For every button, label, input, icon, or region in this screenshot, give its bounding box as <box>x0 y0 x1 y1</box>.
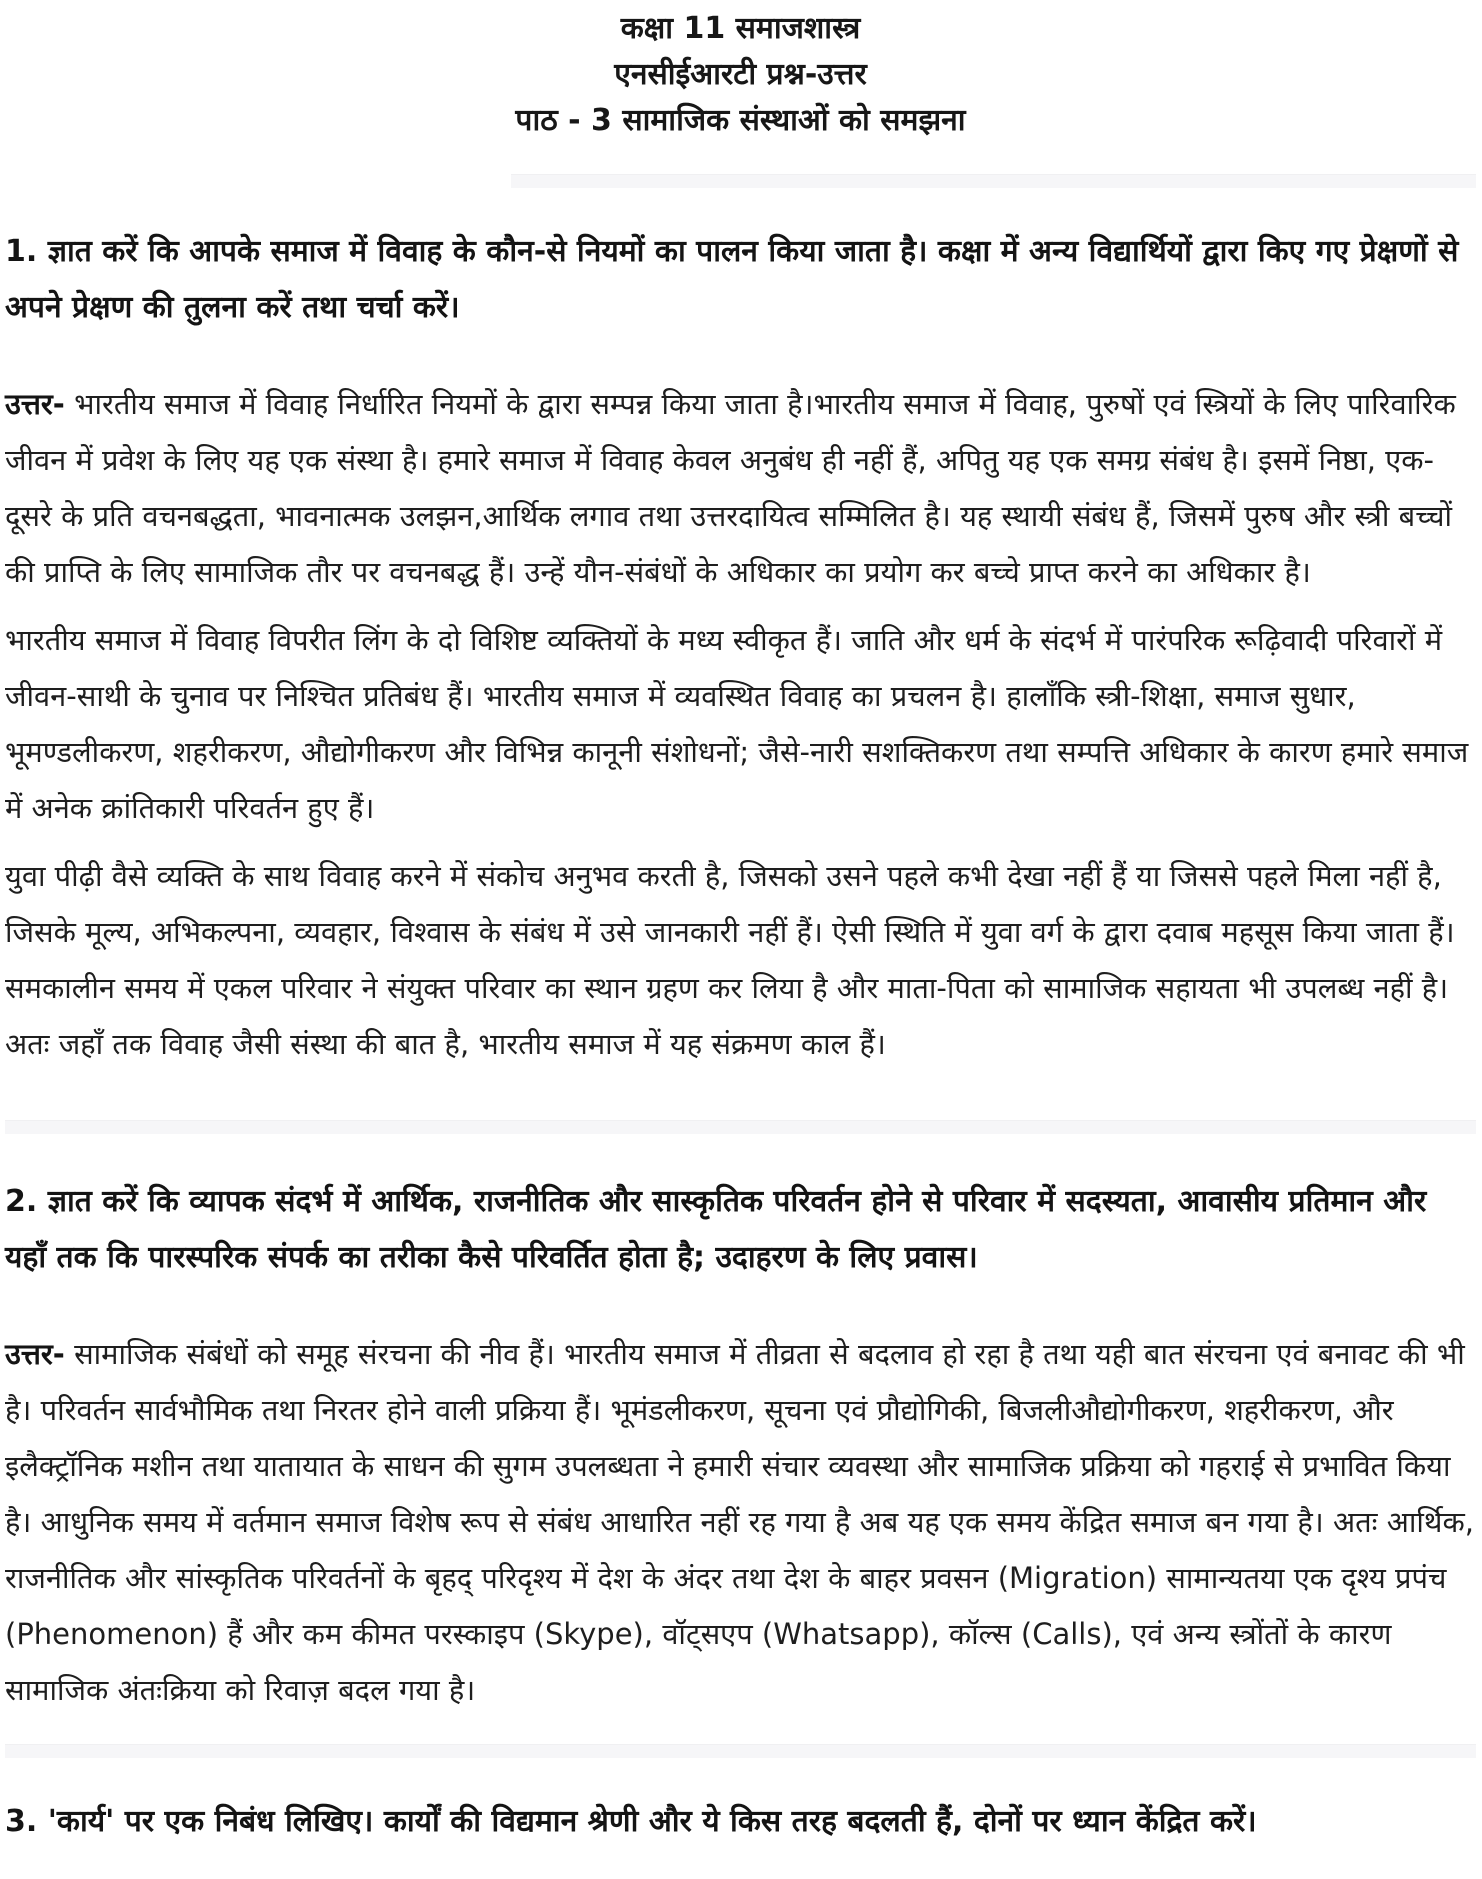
section-divider <box>511 174 1476 188</box>
answer-label: उत्तर- <box>5 387 65 421</box>
section-divider <box>5 1744 1476 1758</box>
question-2-block <box>5 1174 1476 1718</box>
answer-1-paragraph: भारतीय समाज में विवाह विपरीत लिंग के दो विशिष्ट व्यक्तियों के मध्य स्वीकृत हैं। जाति और धर्म के संदर्भ में पारंपरिक रूढ़िवादी परिवारों में जीवन-साथी के चुनाव पर निश्चित प्रतिबंध हैं। भारतीय समाज में व्यवस्थित विवाह का प्रचलन है। हालाँकि स्त्री-शिक्षा, समाज सुधार, भूमण्डलीकरण, शहरीकरण, औद्योगीकरण और विभिन्न कानूनी संशोधनों; जैसे-नारी सशक्तिकरण तथा सम्पत्ति अधिकार के कारण हमारे समाज में अनेक क्रांतिकारी परिवर्तन हुए हैं। <box>5 623 1469 825</box>
answer-1-paragraph <box>5 376 1476 600</box>
answer-2-text: सामाजिक संबंधों को समूह संरचना की नीव हैं। भारतीय समाज में तीव्रता से बदलाव हो रहा है तथा यही बात संरचना एवं बनावट की भी है। परिवर्तन सार्वभौमिक तथा निरतर होने वाली प्रक्रिया हैं। भूमंडलीकरण, सूचना एवं प्रौद्योगिकी, बिजलीऔद्योगीकरण, शहरीकरण, और इलैक्ट्रॉनिक मशीन तथा यातायात के साधन की सुगम उपलब्धता ने हमारी संचार व्यवस्था और सामाजिक प्रक्रिया को गहराई से प्रभावित किया है। आधुनिक समय में वर्तमान समाज विशेष रूप से संबंध आधारित नहीं रह गया है अब यह एक समय केंद्रित समाज बन गया है। अतः आर्थिक, राजनीतिक और सांस्कृतिक परिवर्तनों के बृहद् परिदृश्य में देश के अंदर तथा देश के बाहर प्रवसन (Migration) सामान्यतया एक दृश्य प्रपंच (Phenomenon) हैं और कम कीमत परस्काइप (Skype), वॉट्सएप (Whatsapp), कॉल्स (Calls), एवं अन्य स्त्रोंतों के कारण सामाजिक अंतःक्रिया को रिवाज़ बदल गया है। <box>5 1337 1474 1707</box>
page-title: कक्षा 11 समाजशास्त्र <box>620 11 861 46</box>
question-1-block <box>5 224 1476 1072</box>
section-divider <box>5 1120 1476 1134</box>
question-3-text: 3. 'कार्य' पर एक निबंध लिखिए। कार्यों की विद्यमान श्रेणी और ये किस तरह बदलती हैं, दोनों पर ध्यान केंद्रित करें। <box>5 1804 1257 1839</box>
page-subtitle: एनसीईआरटी प्रश्न-उत्तर <box>614 57 867 92</box>
answer-2-paragraph <box>5 1326 1476 1718</box>
chapter-title: पाठ - 3 सामाजिक संस्थाओं को समझना <box>515 103 966 138</box>
answer-label: उत्तर- <box>5 1337 65 1371</box>
page-header <box>5 6 1476 144</box>
question-3-block <box>5 1794 1476 1850</box>
question-1-text: 1. ज्ञात करें कि आपके समाज में विवाह के कौन-से नियमों का पालन किया जाता है। कक्षा में अन्य विद्यार्थियों द्वारा किए गए प्रेक्षणों से अपने प्रेक्षण की तुलना करें तथा चर्चा करें। <box>5 234 1459 325</box>
question-2-text: 2. ज्ञात करें कि व्यापक संदर्भ में आर्थिक, राजनीतिक और सास्कृतिक परिवर्तन होने से परिवार में सदस्यता, आवासीय प्रतिमान और यहाँ तक कि पारस्परिक संपर्क का तरीका कैसे परिवर्तित होता है; उदाहरण के लिए प्रवास। <box>5 1184 1427 1275</box>
answer-1-text: भारतीय समाज में विवाह निर्धारित नियमों के द्वारा सम्पन्न किया जाता है।भारतीय समाज में विवाह, पुरुषों एवं स्त्रियों के लिए पारिवारिक जीवन में प्रवेश के लिए यह एक संस्था है। हमारे समाज में विवाह केवल अनुबंध ही नहीं हैं, अपितु यह एक समग्र संबंध है। इसमें निष्ठा, एक-दूसरे के प्रति वचनबद्धता, भावनात्मक उलझन,आर्थिक लगाव तथा उत्तरदायित्व सम्मिलित है। यह स्थायी संबंध हैं, जिसमें पुरुष और स्त्री बच्चों की प्राप्ति के लिए सामाजिक तौर पर वचनबद्ध हैं। उन्हें यौन-संबंधों के अधिकार का प्रयोग कर बच्चे प्राप्त करने का अधिकार है। <box>5 387 1456 589</box>
answer-1-paragraph: युवा पीढ़ी वैसे व्यक्ति के साथ विवाह करने में संकोच अनुभव करती है, जिसको उसने पहले कभी देखा नहीं हैं या जिससे पहले मिला नहीं है, जिसके मूल्य, अभिकल्पना, व्यवहार, विश्वास के संबंध में उसे जानकारी नहीं हैं। ऐसी स्थिति में युवा वर्ग के द्वारा दवाब महसूस किया जाता हैं। समकालीन समय में एकल परिवार ने संयुक्त परिवार का स्थान ग्रहण कर लिया है और माता-पिता को सामाजिक सहायता भी उपलब्ध नहीं है। अतः जहाँ तक विवाह जैसी संस्था की बात है, भारतीय समाज में यह संक्रमण काल हैं। <box>5 859 1455 1061</box>
